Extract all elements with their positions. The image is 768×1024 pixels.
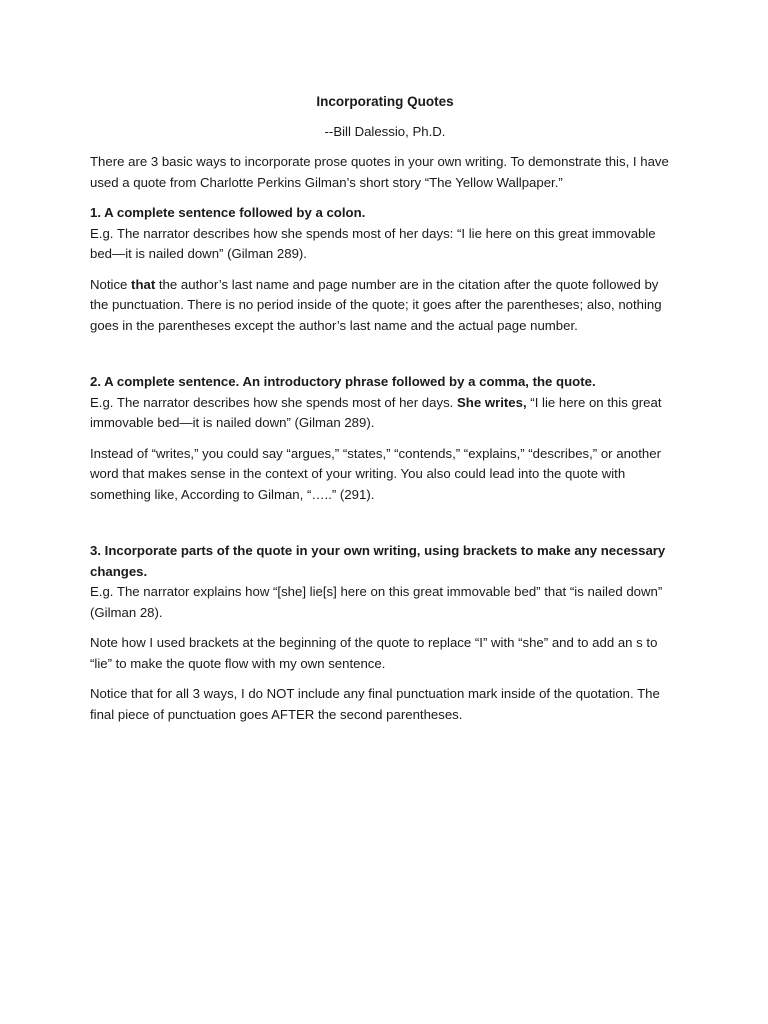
section-2-example xyxy=(90,393,680,434)
intro-paragraph: There are 3 basic ways to incorporate prose quotes in your own writing. To demonstrate this, I have used a quote from Charlotte Perkins Gilman’s short story “The Yellow Wallpaper.” xyxy=(90,154,669,190)
section-3-note-2: Notice that for all 3 ways, I do NOT include any final punctuation mark inside of the quotation. The final piece of punctuation goes AFTER the second parentheses. xyxy=(90,686,660,722)
section-spacer xyxy=(90,346,680,372)
section-2-heading: 2. A complete sentence. An introductory phrase followed by a comma, the quote. xyxy=(90,374,596,389)
document-title: Incorporating Quotes xyxy=(316,94,454,109)
section-1-note-rest: the author’s last name and page number are in the citation after the quote followed by the punctuation. There is no period inside of the quote; it goes after the parentheses; also, nothing goes in the parentheses except the author’s last name and the actual page number. xyxy=(90,276,662,333)
section-1-example: E.g. The narrator describes how she spends most of her days: “I lie here on this great immovable bed—it is nailed down” (Gilman 289). xyxy=(90,225,656,261)
section-3-note-1: Note how I used brackets at the beginning of the quote to replace “I” with “she” and to add an s to “lie” to make the quote flow with my own sentence. xyxy=(90,635,658,671)
section-3-example: E.g. The narrator explains how “[she] lie[s] here on this great immovable bed” that “is nailed down” (Gilman 28). xyxy=(90,584,663,620)
section-1-note-emphasis: that xyxy=(131,276,156,292)
section-1-heading: 1. A complete sentence followed by a colon. xyxy=(90,205,366,220)
section-3-heading: 3. Incorporate parts of the quote in your own writing, using brackets to make any necessary changes. xyxy=(90,543,666,579)
section-1-note-start: Notice xyxy=(90,276,132,292)
section-1-note xyxy=(90,275,680,337)
section-spacer xyxy=(90,515,680,541)
section-2-example-start: E.g. The narrator describes how she spends most of her days. xyxy=(90,394,457,410)
section-2-example-rest: “I lie here on this great immovable bed—it is nailed down” (Gilman 289). xyxy=(90,394,662,430)
document-body xyxy=(90,92,680,735)
document-author: --Bill Dalessio, Ph.D. xyxy=(324,124,446,139)
section-2-note: Instead of “writes,” you could say “argues,” “states,” “contends,” “explains,” “describes,” or another word that makes sense in the context of your writing. You also could lead into the quote with something like, According to Gilman, “…..” (291). xyxy=(90,445,661,502)
section-2-example-emphasis: She writes, xyxy=(457,394,527,410)
